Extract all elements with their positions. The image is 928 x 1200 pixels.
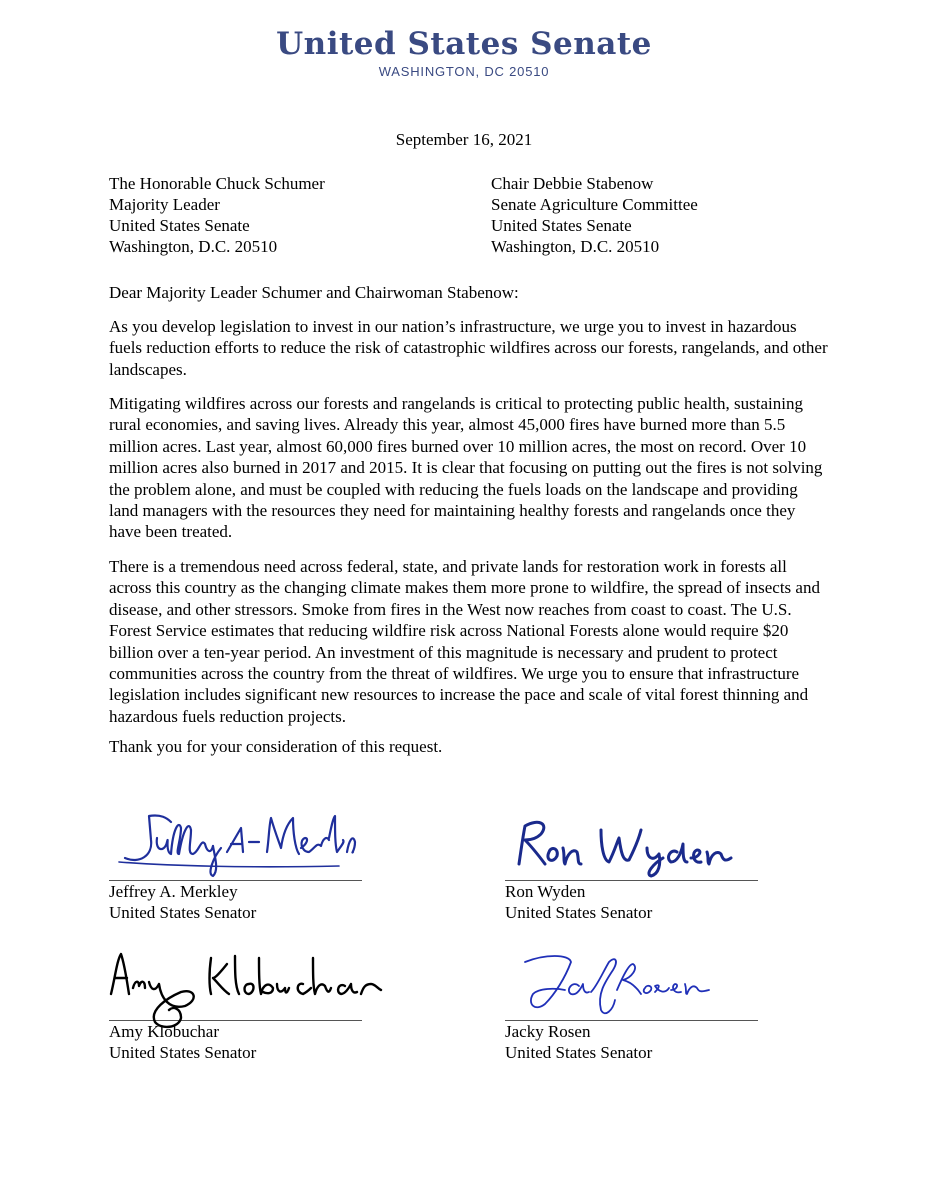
signature-block-rosen (505, 948, 765, 1063)
body-paragraph-3: There is a tremendous need across federal, state, and private lands for restoration work in forests all across this country as the changing climate makes them more prone to wildfire, the spread of insects and disease, and other stressors. Smoke from fires in the West now reaches from coast to coast. The U.S. Forest Service estimates that reducing wildfire risk across National Forests alone would require $20 billion over a ten-year period. An investment of this magnitude is necessary and prudent to protect communities across the country from the threat of wildfires. We urge you to ensure that infrastructure legislation includes significant new resources to increase the pace and scale of vital forest thinning and hazardous fuels reduction projects. (109, 557, 820, 726)
signatory-name: Amy Klobuchar (109, 1022, 220, 1041)
signatory-name: Jeffrey A. Merkley (109, 882, 238, 901)
body-paragraph-2: Mitigating wildfires across our forests and rangelands is critical to protecting public health, sustaining rural economies, and saving lives. Already this year, almost 45,000 fires have burned more than 5.5 million acres. Last year, almost 60,000 fires burned over 10 million acres, the most on record. Over 10 million acres also burned in 2017 and 2015. It is clear that focusing on putting out the fires is not solving the problem alone, and must be coupled with reducing the fuels loads on the landscape and providing land managers with the resources they need for maintaining healthy forests and rangelands once they have been treated. (109, 394, 823, 542)
address-line: Washington, D.C. 20510 (491, 237, 660, 256)
signature-merkley-image (109, 808, 362, 880)
signatory-title: United States Senator (109, 1043, 257, 1062)
address-line: Washington, D.C. 20510 (109, 237, 278, 256)
signatory-name: Jacky Rosen (505, 1022, 591, 1041)
signature-block-wyden (505, 808, 765, 923)
closing-line: Thank you for your consideration of this request. (109, 737, 443, 756)
address-line: Majority Leader (109, 195, 220, 214)
address-line: United States Senate (491, 216, 632, 235)
letterhead-title: United States Senate (276, 26, 652, 62)
body-paragraph-1: As you develop legislation to invest in our nation’s infrastructure, we urge you to invest in hazardous fuels reduction efforts to reduce the risk of catastrophic wildfires across our forests, rangelands, and other landscapes. (109, 317, 828, 379)
signatory-title: United States Senator (505, 1043, 653, 1062)
signature-rosen-image (505, 948, 758, 1020)
signature-block-klobuchar (109, 948, 369, 1063)
address-line: United States Senate (109, 216, 250, 235)
signatory-title: United States Senator (505, 903, 653, 922)
signatory-title: United States Senator (109, 903, 257, 922)
recipient-address-stabenow (491, 173, 698, 257)
letter-date: September 16, 2021 (395, 130, 533, 149)
address-line: Chair Debbie Stabenow (491, 174, 654, 193)
recipient-address-schumer (109, 173, 325, 257)
address-line: The Honorable Chuck Schumer (109, 174, 325, 193)
address-line: Senate Agriculture Committee (491, 195, 698, 214)
signature-wyden-image (505, 808, 758, 880)
salutation: Dear Majority Leader Schumer and Chairwoman Stabenow: (109, 283, 519, 302)
signature-klobuchar-image (109, 948, 389, 1028)
signature-block-merkley (109, 808, 369, 923)
letterhead (0, 26, 928, 79)
letterhead-address: WASHINGTON, DC 20510 (378, 64, 550, 79)
signatory-name: Ron Wyden (505, 882, 586, 901)
